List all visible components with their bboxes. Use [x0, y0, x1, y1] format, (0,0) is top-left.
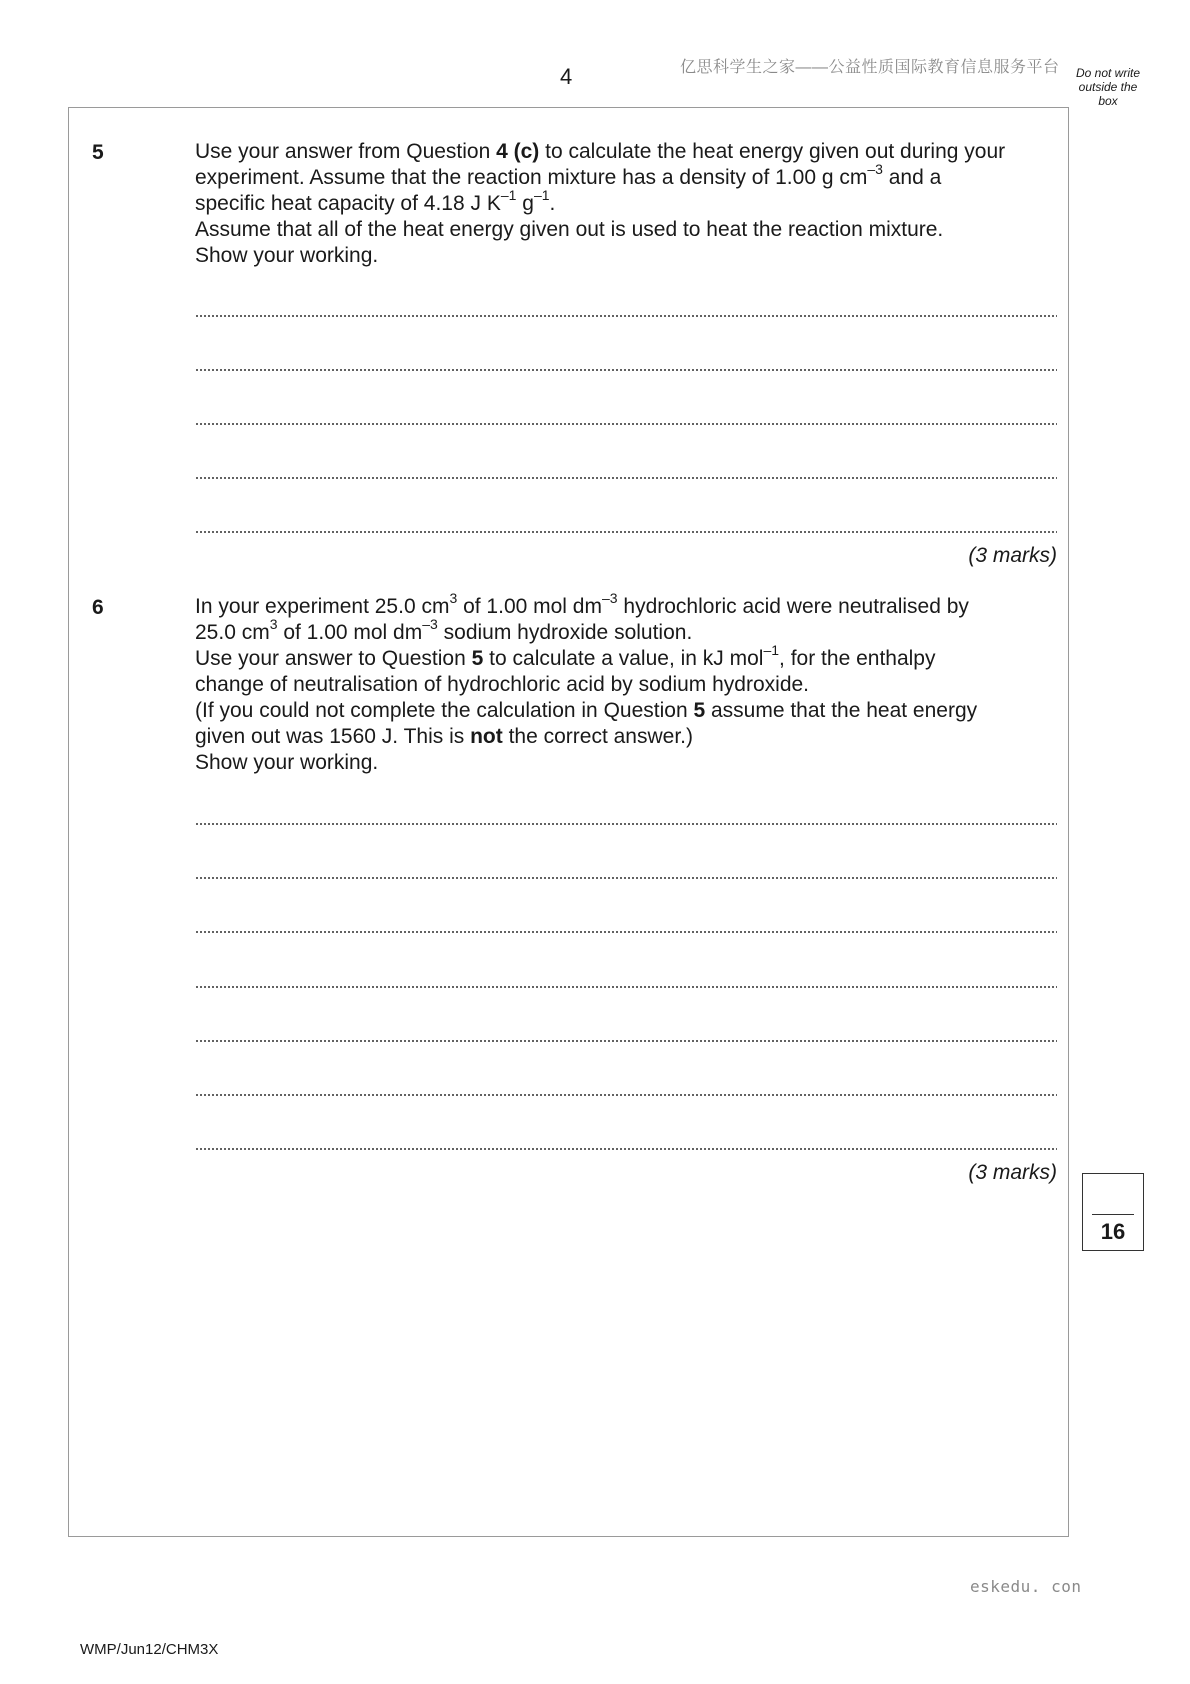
question-5-number: 5	[92, 141, 104, 164]
answer-line[interactable]	[195, 422, 1057, 426]
answer-line[interactable]	[195, 314, 1057, 318]
answer-line[interactable]	[195, 368, 1057, 372]
answer-line[interactable]	[195, 1147, 1057, 1151]
answer-line[interactable]	[195, 822, 1057, 826]
answer-line[interactable]	[195, 930, 1057, 934]
answer-line[interactable]	[195, 1039, 1057, 1043]
question-5-marks: (3 marks)	[968, 544, 1057, 567]
score-box-total: 16	[1100, 1219, 1126, 1244]
answer-line[interactable]	[195, 985, 1057, 989]
question-5-text: Use your answer from Question 4 (c) to calculate the heat energy given out during your experiment. Assume that the reaction mixture has a density of 1.00 g $cm^{-3}$ and a specific heat capacity of 4.18 J $K^{-1}$ $g^{-1}$. Assume that all of the heat energy given out is used to heat the reaction mixture. Show your working.	[195, 140, 1006, 267]
answer-line[interactable]	[195, 1093, 1057, 1097]
answer-line[interactable]	[195, 876, 1057, 880]
margin-note: Do not write outside the box	[1075, 66, 1141, 108]
page-number: 4	[560, 64, 573, 89]
question-6-text: In your experiment 25.0 $cm^3$ of 1.00 mol $dm^{-3}$ hydrochloric acid were neutralised by 25.0 $cm^3$ of 1.00 mol $dm^{-3}$ sodium hydroxide solution. Use your answer to Question 5 to calculate a value, in kJ mol$^{-1}$, for the enthalpy change of neutralisation of hydrochloric acid by sodium hydroxide. (If you could not complete the calculation in Question 5 assume that the heat energy given out was 1560 J. This is not the correct answer.) Show your working.	[195, 590, 978, 774]
answer-line[interactable]	[195, 476, 1057, 480]
score-box-divider	[1092, 1214, 1134, 1215]
answer-line[interactable]	[195, 530, 1057, 534]
question-6-number: 6	[92, 596, 104, 619]
site-watermark: eskedu. con	[970, 1577, 1082, 1596]
paper-code: WMP/Jun12/CHM3X	[80, 1641, 219, 1658]
watermark-text: 亿思科学生之家——公益性质国际教育信息服务平台	[680, 59, 1060, 76]
question-6-marks: (3 marks)	[968, 1161, 1057, 1184]
